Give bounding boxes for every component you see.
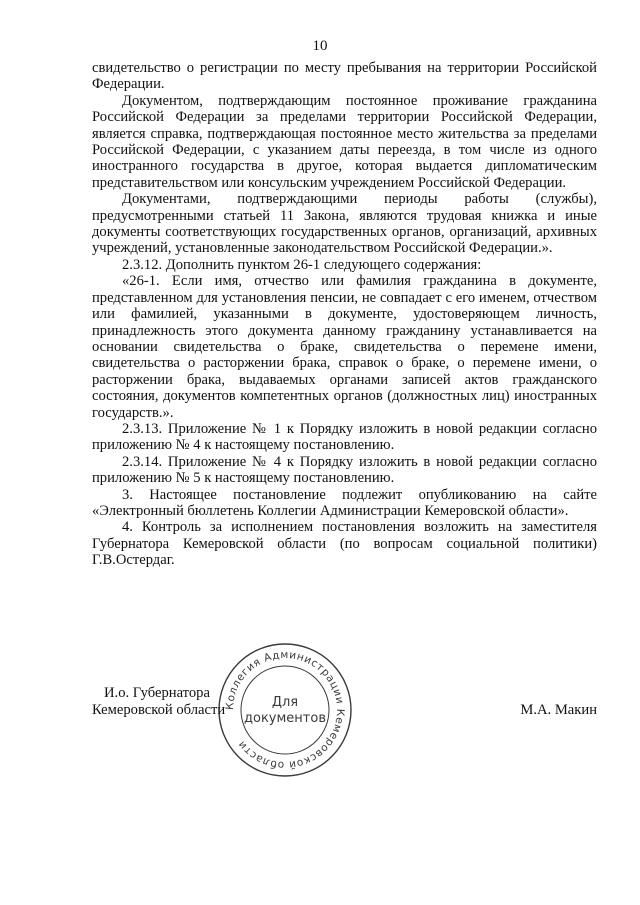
- paragraph: «26-1. Если имя, отчество или фамилия гражданина в документе, представленном для установления пенсии, не совпадает с его именем, отчеством или фамилией, указанными в документе, удостоверяющем личность, принадлежность этого документа данному гражданину устанавливается на основании свидетельства о браке, свидетельства о перемене имени, свидетельства о расторжении брака, справок о браке, о перемене имени, о расторжении брака, выдаваемых органами записей актов гражданского состояния, документов компетентных органов (должностных лиц) иностранных государств.».: [92, 273, 597, 421]
- paragraph: 2.3.12. Дополнить пунктом 26-1 следующего содержания:: [122, 256, 482, 273]
- stamp-ring-text: Коллегия Администрации Кемеровской области: [223, 648, 347, 772]
- paragraph: Документами, подтверждающими периоды работы (службы), предусмотренными статьей 11 Закона, являются трудовая книжка и иные документы соответствующих государственных органов, организаций, архивных учреждений, установленные законодательством Российской Федерации.».: [92, 191, 597, 257]
- paragraph: 3. Настоящее постановление подлежит опубликованию на сайте «Электронный бюллетень Коллегии Администрации Кемеровской области».: [92, 486, 597, 519]
- paragraph: свидетельство о регистрации по месту пребывания на территории Российской Федерации.: [92, 60, 597, 93]
- paragraph: 4. Контроль за исполнением постановления возложить на заместителя Губернатора Кемеровской области (по вопросам социальной политики) Г.В.Остердаг.: [92, 519, 597, 569]
- signatory-name: М.А. Макин: [520, 702, 597, 718]
- paragraph: 2.3.14. Приложение № 4 к Порядку изложить в новой редакции согласно приложению № 5 к настоящему постановлению.: [92, 453, 597, 487]
- paragraph: Документом, подтверждающим постоянное проживание гражданина Российской Федерации за пределами территории Российской Федерации, является справка, подтверждающая постоянное место жительства за пределами Российской Федерации, с указанием даты переезда, в том числе из одного иностранного государства в другое, которая выдается дипломатическим представительством или консульским учреждением Российской Федерации.: [92, 92, 597, 191]
- paragraph: 2.3.13. Приложение № 1 к Порядку изложить в новой редакции согласно приложению № 4 к настоящему постановлению.: [92, 420, 597, 454]
- signatory-title-line2: Кемеровской области: [92, 702, 226, 718]
- signature-block: [92, 685, 597, 745]
- stamp-center-line1: Для: [271, 695, 299, 710]
- signatory-title-line1: И.о. Губернатора: [104, 685, 210, 701]
- stamp-center-line2: документов: [244, 711, 326, 726]
- document-body: [92, 60, 597, 569]
- page-number: 10: [312, 38, 328, 54]
